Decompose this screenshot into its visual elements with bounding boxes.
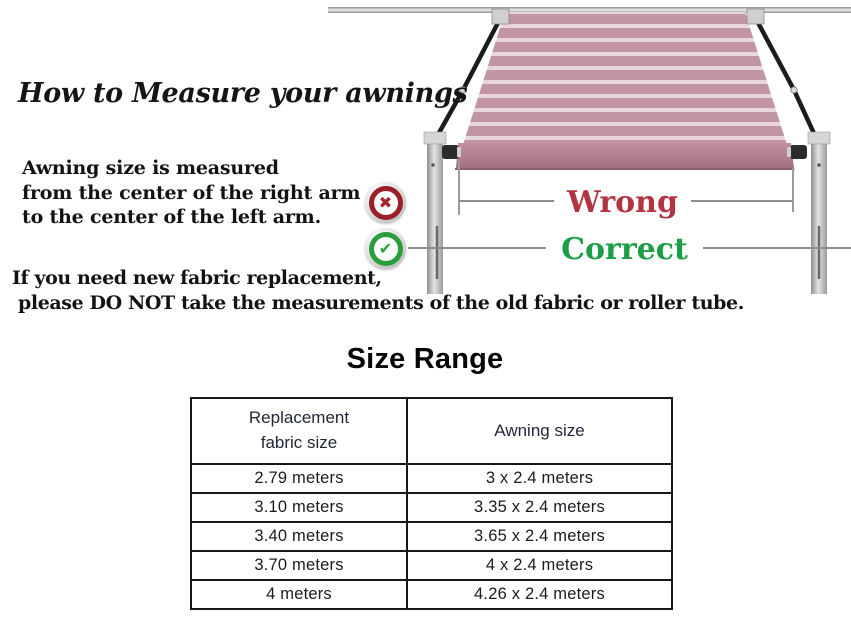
page-title: How to Measure your awnings — [18, 78, 468, 109]
cross-circle-icon — [365, 182, 406, 223]
right-roller-cap — [790, 145, 807, 159]
measure-note-line-3: to the center of the left arm. — [22, 206, 321, 228]
check-circle-icon — [365, 228, 406, 269]
table-row — [191, 522, 672, 551]
table-row — [191, 551, 672, 580]
left-wall-bracket — [492, 9, 509, 24]
right-arm-joint — [791, 87, 797, 93]
warning-note — [12, 266, 744, 316]
right-leg-screw — [817, 163, 821, 167]
awning-size-cell: 3.65 x 2.4 meters — [407, 522, 672, 551]
right-wall-bracket — [747, 9, 764, 24]
measure-note-line-2: from the center of the right arm — [22, 181, 361, 204]
measure-note-line-1: Awning size is measured — [22, 157, 279, 179]
table-row — [191, 493, 672, 522]
table-header-row — [191, 398, 672, 464]
awning-size-cell: 4.26 x 2.4 meters — [407, 580, 672, 609]
awning-size-cell: 4 x 2.4 meters — [407, 551, 672, 580]
left-roller-ring — [457, 147, 461, 157]
awning-size-cell: 3 x 2.4 meters — [407, 464, 672, 493]
size-range-table — [190, 397, 673, 610]
fabric-size-cell: 3.70 meters — [191, 551, 407, 580]
cross-glyph: ✖ — [369, 186, 403, 220]
right-leg-bracket — [808, 132, 830, 144]
warning-note-line-1: If you need new fabric replacement, — [12, 267, 382, 289]
col-header-awning-size: Awning size — [407, 398, 672, 464]
table-row — [191, 580, 672, 609]
check-glyph: ✔ — [369, 232, 403, 266]
fabric-size-cell: 4 meters — [191, 580, 407, 609]
table-row — [191, 464, 672, 493]
col-header-replacement-fabric-size: Replacement fabric size — [191, 398, 407, 464]
fabric-size-cell: 2.79 meters — [191, 464, 407, 493]
measure-note — [22, 156, 360, 230]
awning-size-cell: 3.35 x 2.4 meters — [407, 493, 672, 522]
left-leg-bracket — [424, 132, 446, 144]
wrong-label: Wrong — [554, 185, 691, 220]
roller-tube — [456, 143, 794, 168]
left-roller-cap — [442, 145, 459, 159]
fabric-size-cell: 3.40 meters — [191, 522, 407, 551]
correct-label: Correct — [546, 232, 703, 267]
warning-note-line-2: please DO NOT take the measurements of the old fabric or roller tube. — [18, 292, 744, 314]
fabric-size-cell: 3.10 meters — [191, 493, 407, 522]
left-leg-screw — [431, 163, 435, 167]
size-range-heading: Size Range — [346, 343, 504, 375]
right-roller-ring — [787, 147, 791, 157]
